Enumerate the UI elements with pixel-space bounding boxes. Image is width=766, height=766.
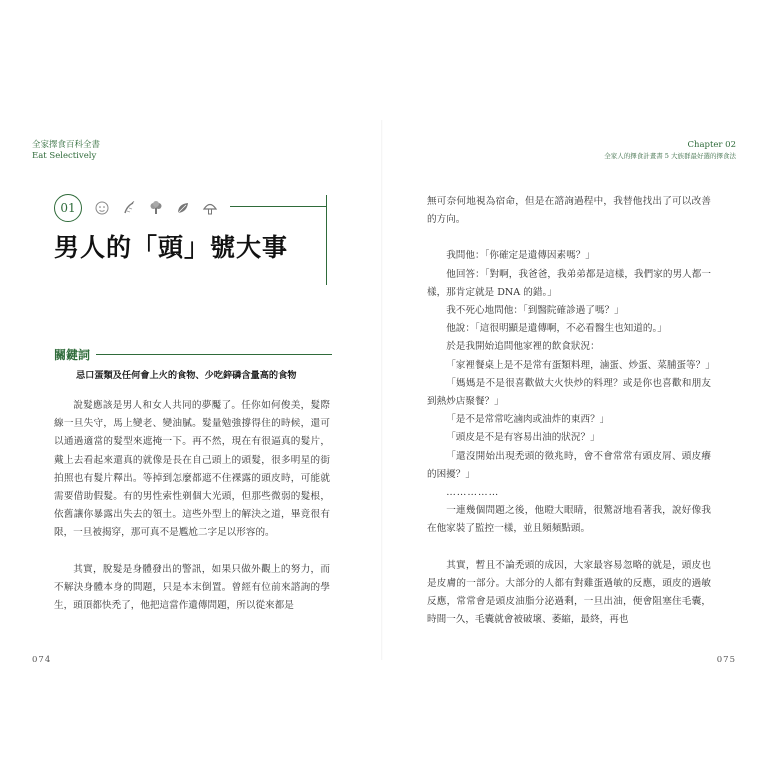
broccoli-icon xyxy=(148,200,164,216)
chapter-label: Chapter 02 xyxy=(687,140,736,150)
paragraph: 其實，脫髮是身體發出的警訊，如果只做外觀上的努力，而不解決身體本身的問題，只是本末倒置。曾經有位前來諮詢的學生，頭頂都快禿了，他把這當作遺傳問題，所以從來都是 xyxy=(54,563,330,612)
paragraph: 其實，暫且不論禿頭的成因，大家最容易忽略的就是，頭皮也是皮膚的一部分。大部分的人都有對雞蛋過敏的反應，頭皮的過敏反應，常常會是頭皮油脂分泌過剩，一旦出油，便會阻塞住毛囊，時間一久，毛囊就會被破壞、萎縮，最終，再也 xyxy=(427,559,711,626)
chapter-number: 01 xyxy=(54,194,82,222)
paragraph: 說髮應該是男人和女人共同的夢魘了。任你如何俊美，髮際線一旦失守，馬上變老、變油膩。髮量勉強撐得住的時候，還可以通過適當的髮型來遮掩一下。再不然，現在有很逼真的髮片，戴上去看起來還真的就像是長在自己頭上的頭髮，很多明星的街拍照也有髮片釋出。等掉到怎麼都遮不住裸露的頭皮時，可能就需要借助假髮。有的男性索性剃個大光頭，但那些微弱的髮根，依舊讓你暴露出失去的領土。這些外型上的解決之道，畢竟很有限，一旦被揭穿，那可真不是尷尬二字足以形容的。 xyxy=(54,400,330,539)
book-subtitle: Eat Selectively xyxy=(32,151,97,161)
paragraph: 「媽媽是不是很喜歡做大火快炒的料理？或是你也喜歡和朋友到熱炒店聚餐？」 xyxy=(427,377,711,408)
paragraph: 他回答：「對啊，我爸爸，我弟弟都是這樣，我們家的男人都一樣，那肯定就是 DNA 的錯。」 xyxy=(427,268,711,298)
running-head-left xyxy=(32,140,100,162)
chapter-header xyxy=(54,193,218,223)
chapter-title: 男人的「頭」號大事 xyxy=(54,233,289,262)
running-head-right xyxy=(604,140,736,162)
paragraph: 我不死心地問他：「到醫院確診過了嗎？」 xyxy=(446,305,624,317)
face-icon xyxy=(94,200,110,216)
ellipsis-line: …………… xyxy=(446,487,500,499)
page-number-right: 075 xyxy=(716,655,736,665)
decorative-line-vertical xyxy=(326,195,327,285)
keywords-rule xyxy=(96,354,332,355)
paragraph: 我問他：「你確定是遺傳因素嗎？」 xyxy=(446,250,595,262)
keywords-header xyxy=(54,347,332,361)
pepper-icon xyxy=(121,200,137,216)
mushroom-icon xyxy=(202,200,218,216)
paragraph: 「還沒開始出現禿頭的徵兆時，會不會常常有頭皮屑、頭皮癢的困擾？」 xyxy=(427,450,711,480)
paragraph: 他說：「這很明顯是遺傳啊，不必看醫生也知道的。」 xyxy=(446,323,667,335)
leaf-icon xyxy=(175,200,191,216)
book-title: 全家擇食百科全書 xyxy=(32,140,101,150)
paragraph: 「頭皮是不是有容易出油的狀況？」 xyxy=(446,432,600,444)
chapter-subtitle: 全家人的擇食計畫書 5 大族群最好選的擇食法 xyxy=(604,152,736,160)
paragraph: 於是我開始追問他家裡的飲食狀況： xyxy=(446,341,600,353)
chapter-icons xyxy=(94,200,218,216)
decorative-line-horizontal xyxy=(230,206,326,207)
keywords-text: 忌口蛋類及任何會上火的食物、少吃鋅磷含量高的食物 xyxy=(76,370,297,381)
page-number-left: 074 xyxy=(32,655,52,665)
paragraph: 無可奈何地視為宿命，但是在諮詢過程中，我替他找出了可以改善的方向。 xyxy=(427,196,711,226)
paragraph: 一連幾個問題之後，他瞪大眼睛，很驚訝地看著我，說好像我在他家裝了監控一樣，並且頻頻點頭。 xyxy=(427,505,711,535)
paragraph: 「是不是常常吃滷肉或油炸的東西？」 xyxy=(446,414,610,426)
left-body-text xyxy=(54,397,330,615)
keywords-label: 關鍵詞 xyxy=(54,347,91,362)
right-body-text xyxy=(427,193,715,629)
paragraph: 「家裡餐桌上是不是常有蛋類料理，滷蛋、炒蛋、菜脯蛋等？」 xyxy=(446,359,715,371)
